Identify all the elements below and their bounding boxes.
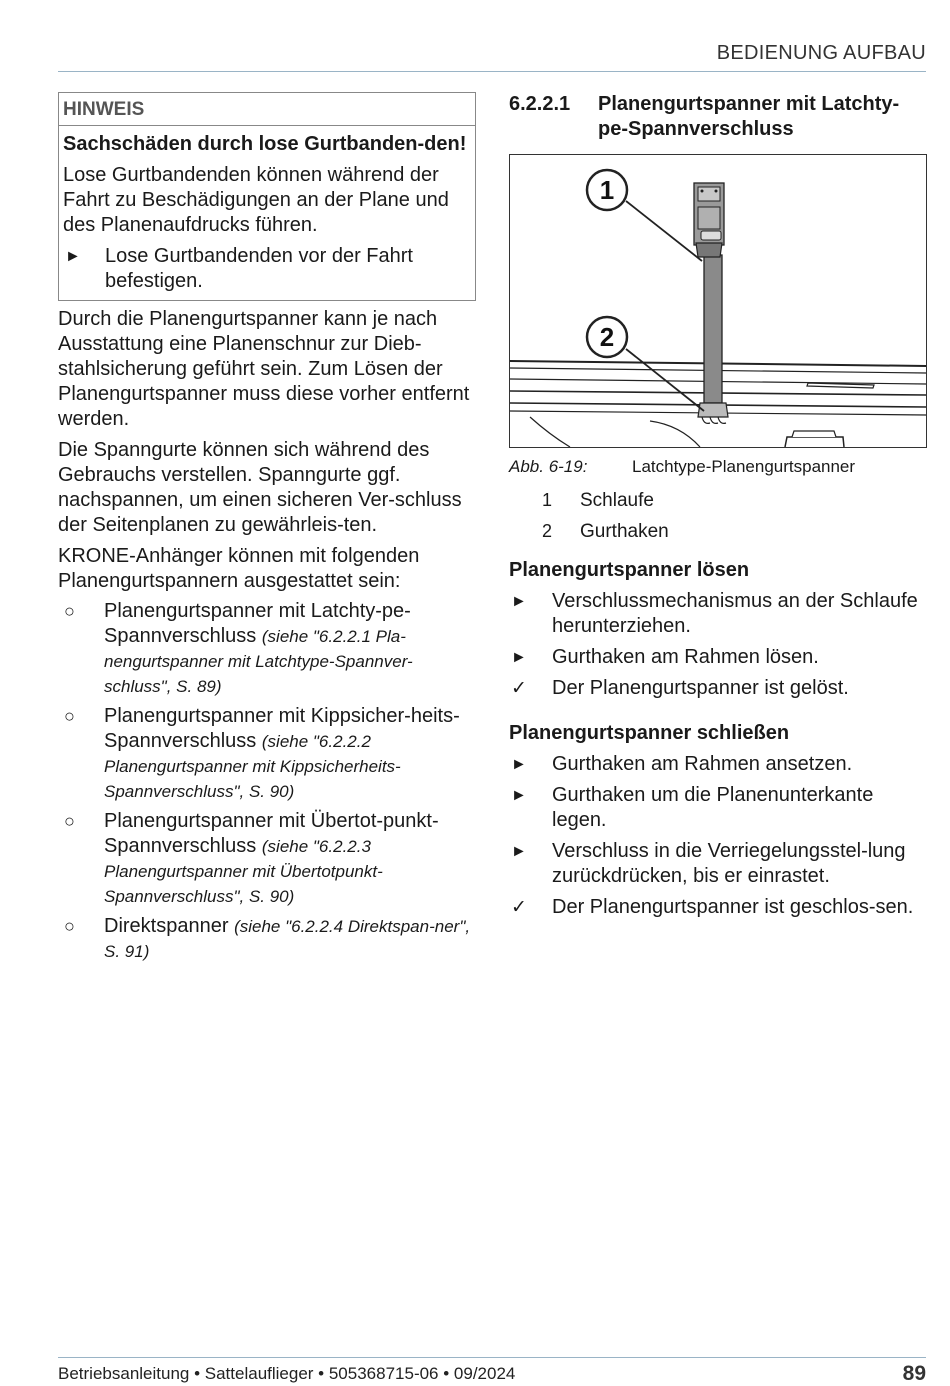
heading-close: Planengurtspanner schließen <box>509 722 790 744</box>
figure-latchtype-tensioner <box>509 154 927 448</box>
footer-document-info: Betriebsanleitung • Sattelauflieger • 505368715-06 • 09/2024 <box>58 1364 516 1383</box>
step-text: Gurthaken um die Planenunterkante legen. <box>552 784 874 831</box>
arrow-icon: ► <box>511 843 527 860</box>
notice-label: HINWEIS <box>59 93 475 126</box>
result-item <box>509 676 927 701</box>
check-icon: ✓ <box>511 678 527 699</box>
result-text: Der Planengurtspanner ist geschlos-sen. <box>552 896 914 918</box>
notice-text: Lose Gurtbandenden können während der Fahrt zu Beschädigungen an der Plane und des Planenaufdrucks führen. <box>63 164 449 236</box>
header-divider <box>58 71 926 72</box>
legend-text: Schlaufe <box>580 490 654 511</box>
callout-2-label: 2 <box>599 322 615 352</box>
figure-legend <box>509 488 927 544</box>
figure-caption <box>509 456 927 478</box>
arrow-icon: ► <box>511 787 527 804</box>
heading-loosen: Planengurtspanner lösen <box>509 559 750 581</box>
step-text: Verschlussmechanismus an der Schlaufe herunterziehen. <box>552 590 918 637</box>
step-item <box>509 645 927 670</box>
cross-reference-link[interactable]: (siehe "6.2.2.2 Planengurtspanner mit Kippsicherheits-Spannverschluss", S. 90) <box>104 732 401 801</box>
legend-text: Gurthaken <box>580 521 669 542</box>
legend-row <box>509 519 927 544</box>
list-item <box>58 809 476 909</box>
callout-1-label: 1 <box>599 175 615 205</box>
circle-bullet-icon: ○ <box>64 601 75 621</box>
notice-action <box>63 244 471 294</box>
step-item <box>509 589 927 639</box>
notice-box <box>58 92 476 301</box>
tensioner-illustration <box>510 155 926 447</box>
circle-bullet-icon: ○ <box>64 916 75 936</box>
arrow-icon: ► <box>511 649 527 666</box>
caption-label: Abb. 6-19: <box>509 457 588 476</box>
page-number: 89 <box>902 1362 926 1385</box>
list-item <box>58 914 476 964</box>
list-item <box>58 704 476 804</box>
step-item <box>509 752 927 777</box>
notice-action-text: Lose Gurtbandenden vor der Fahrt befestigen. <box>105 245 413 292</box>
section-title: Planengurtspanner mit Latchty-pe-Spannverschluss <box>598 93 900 140</box>
legend-row <box>509 488 927 513</box>
section-number: 6.2.2.1 <box>509 93 571 115</box>
cross-reference-link[interactable]: (siehe "6.2.2.4 Direktspan-ner", S. 91) <box>104 917 471 961</box>
cross-reference-link[interactable]: (siehe "6.2.2.1 Pla-nengurtspanner mit Latchtype-Spannver-schluss", S. 89) <box>104 627 413 696</box>
right-column <box>509 92 927 920</box>
tensioner-list <box>58 599 476 964</box>
list-item-text: Direktspanner <box>104 915 235 937</box>
arrow-icon: ► <box>65 248 81 265</box>
caption-text: Latchtype-Planengurtspanner <box>632 457 856 476</box>
list-item <box>58 599 476 699</box>
legend-number: 2 <box>542 521 553 541</box>
circle-bullet-icon: ○ <box>64 706 75 726</box>
legend-number: 1 <box>542 490 553 510</box>
cross-reference-link[interactable]: (siehe "6.2.2.3 Planengurtspanner mit Übertotpunkt-Spannverschluss", S. 90) <box>104 837 383 906</box>
section-heading <box>509 92 927 142</box>
result-text: Der Planengurtspanner ist gelöst. <box>552 677 849 699</box>
arrow-icon: ► <box>511 756 527 773</box>
list-item-text: Planengurtspanner mit Übertot-punkt-Spannverschluss <box>104 810 439 857</box>
step-text: Verschluss in die Verriegelungsstel-lung zurückdrücken, bis er einrastet. <box>552 840 906 887</box>
check-icon: ✓ <box>511 897 527 918</box>
list-item-text: Planengurtspanner mit Latchty-pe-Spannverschluss <box>104 600 411 647</box>
circle-bullet-icon: ○ <box>64 811 75 831</box>
paragraph-spanngurte: Die Spanngurte können sich während des Gebrauchs verstellen. Spanngurte ggf. nachspannen, um einen sicheren Ver-schluss der Seitenplanen zu gewährleis-ten. <box>58 439 462 536</box>
list-item-text: Planengurtspanner mit Kippsicher-heits-Spannverschluss <box>104 705 460 752</box>
paragraph-planenschnur: Durch die Planengurtspanner kann je nach Ausstattung eine Planenschnur zur Dieb-stahlsicherung geführt sein. Zum Lösen der Planengurtspanner muss diese vorher entfernt werden. <box>58 308 470 430</box>
result-item <box>509 895 927 920</box>
step-text: Gurthaken am Rahmen lösen. <box>552 646 819 668</box>
left-column <box>58 92 476 964</box>
step-text: Gurthaken am Rahmen ansetzen. <box>552 753 853 775</box>
paragraph-ausstattung: KRONE-Anhänger können mit folgenden Planengurtspannern ausgestattet sein: <box>58 545 420 592</box>
step-item <box>509 783 927 833</box>
notice-title: Sachschäden durch lose Gurtbanden-den! <box>63 133 467 155</box>
step-item <box>509 839 927 889</box>
running-header: BEDIENUNG AUFBAU <box>716 42 926 64</box>
footer-divider <box>58 1357 926 1358</box>
arrow-icon: ► <box>511 593 527 610</box>
